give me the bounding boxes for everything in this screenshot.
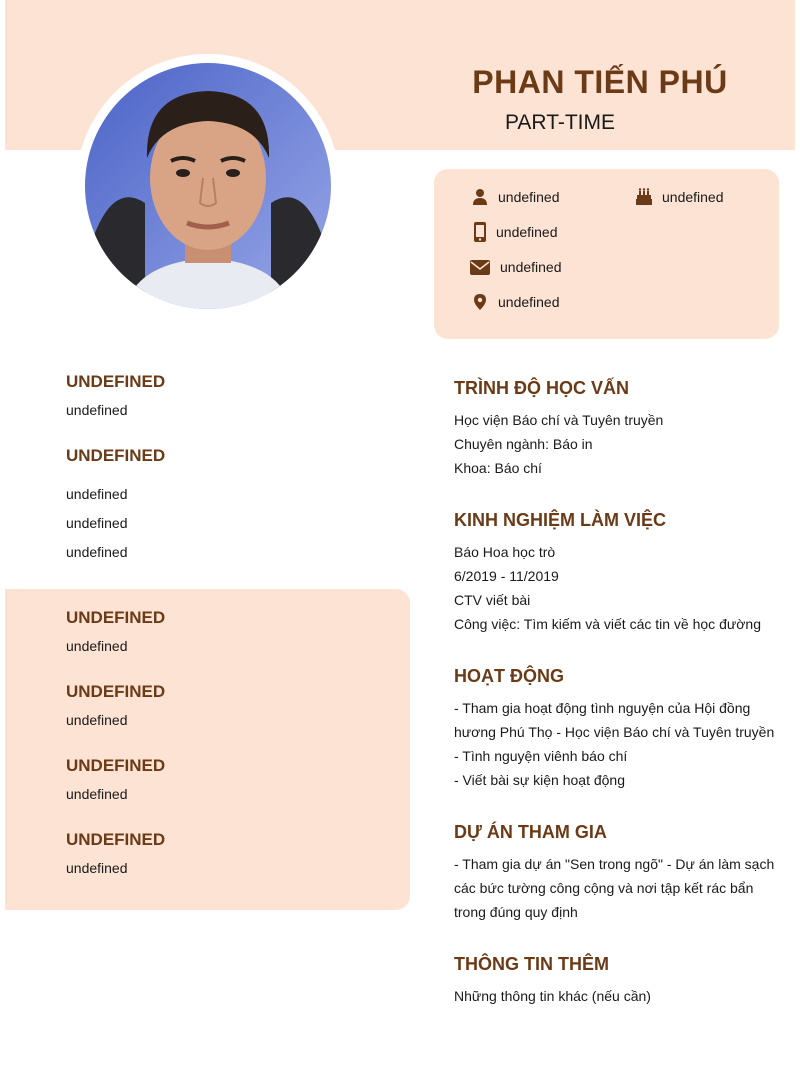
activities-line: - Tình nguyện viênh báo chí: [454, 748, 628, 764]
left-section-2-item: undefined: [66, 515, 128, 531]
experience-line: Công việc: Tìm kiếm và viết các tin về học đường: [454, 616, 761, 632]
education-line: Chuyên ngành: Báo in: [454, 436, 593, 452]
activities-title: HOẠT ĐỘNG: [454, 666, 564, 686]
contact-birthday-text: undefined: [662, 189, 724, 205]
contact-birthday: [634, 188, 724, 206]
contact-phone: [470, 223, 558, 241]
contact-panel: [434, 169, 779, 339]
phone-icon: [470, 223, 490, 241]
education-line: Học viện Báo chí và Tuyên truyền: [454, 412, 664, 428]
education-line: Khoa: Báo chí: [454, 460, 542, 476]
user-icon: [470, 188, 490, 206]
left-section-2-title: UNDEFINED: [66, 446, 166, 465]
education-body: [454, 408, 784, 480]
left-section-5-text: undefined: [66, 786, 128, 802]
activities-line: hương Phú Thọ - Học viện Báo chí và Tuyên truyền: [454, 724, 775, 740]
contact-email: [470, 258, 562, 276]
projects-title: DỰ ÁN THAM GIA: [454, 822, 607, 842]
contact-address-text: undefined: [498, 294, 560, 310]
left-section-4-text: undefined: [66, 712, 128, 728]
experience-body: [454, 540, 784, 636]
projects-line: - Tham gia dự án "Sen trong ngõ" - Dự án làm sạch: [454, 856, 775, 872]
candidate-role: PART-TIME: [504, 111, 616, 134]
contact-user-text: undefined: [498, 189, 560, 205]
projects-line: trong đúng quy định: [454, 904, 578, 920]
education-title: TRÌNH ĐỘ HỌC VẤN: [454, 378, 629, 398]
activities-body: [454, 696, 784, 792]
contact-phone-text: undefined: [496, 224, 558, 240]
left-section-5-title: UNDEFINED: [66, 756, 166, 775]
contact-user: [470, 188, 560, 206]
projects-line: các bức tường công cộng và nơi tập kết rác bẩn: [454, 880, 754, 896]
email-icon: [470, 258, 490, 276]
experience-line: CTV viết bài: [454, 592, 531, 608]
experience-line: 6/2019 - 11/2019: [454, 568, 559, 584]
experience-line: Báo Hoa học trò: [454, 544, 556, 560]
left-section-4-title: UNDEFINED: [66, 682, 166, 701]
avatar: [85, 63, 331, 309]
experience-title: KINH NGHIỆM LÀM VIỆC: [454, 510, 667, 530]
left-section-2-item: undefined: [66, 544, 128, 560]
left-section-3-title: UNDEFINED: [66, 608, 166, 627]
left-section-1-title: UNDEFINED: [66, 372, 166, 391]
left-section-6-text: undefined: [66, 860, 128, 876]
avatar-photo: [85, 63, 331, 309]
left-section-6-title: UNDEFINED: [66, 830, 166, 849]
left-section-3-text: undefined: [66, 638, 128, 654]
activities-line: - Tham gia hoạt động tình nguyện của Hội đồng: [454, 700, 751, 716]
activities-line: - Viết bài sự kiện hoạt động: [454, 772, 626, 788]
left-section-1-text: undefined: [66, 402, 128, 418]
left-section-2-item: undefined: [66, 486, 128, 502]
extra-info-line: Những thông tin khác (nếu cần): [454, 988, 651, 1004]
birthday-cake-icon: [634, 188, 654, 206]
location-icon: [470, 293, 490, 311]
extra-info-title: THÔNG TIN THÊM: [454, 954, 609, 974]
extra-info-body: [454, 984, 784, 1008]
projects-body: [454, 852, 784, 924]
candidate-name: PHAN TIẾN PHÚ: [472, 64, 728, 100]
contact-address: [470, 293, 560, 311]
contact-email-text: undefined: [500, 259, 562, 275]
